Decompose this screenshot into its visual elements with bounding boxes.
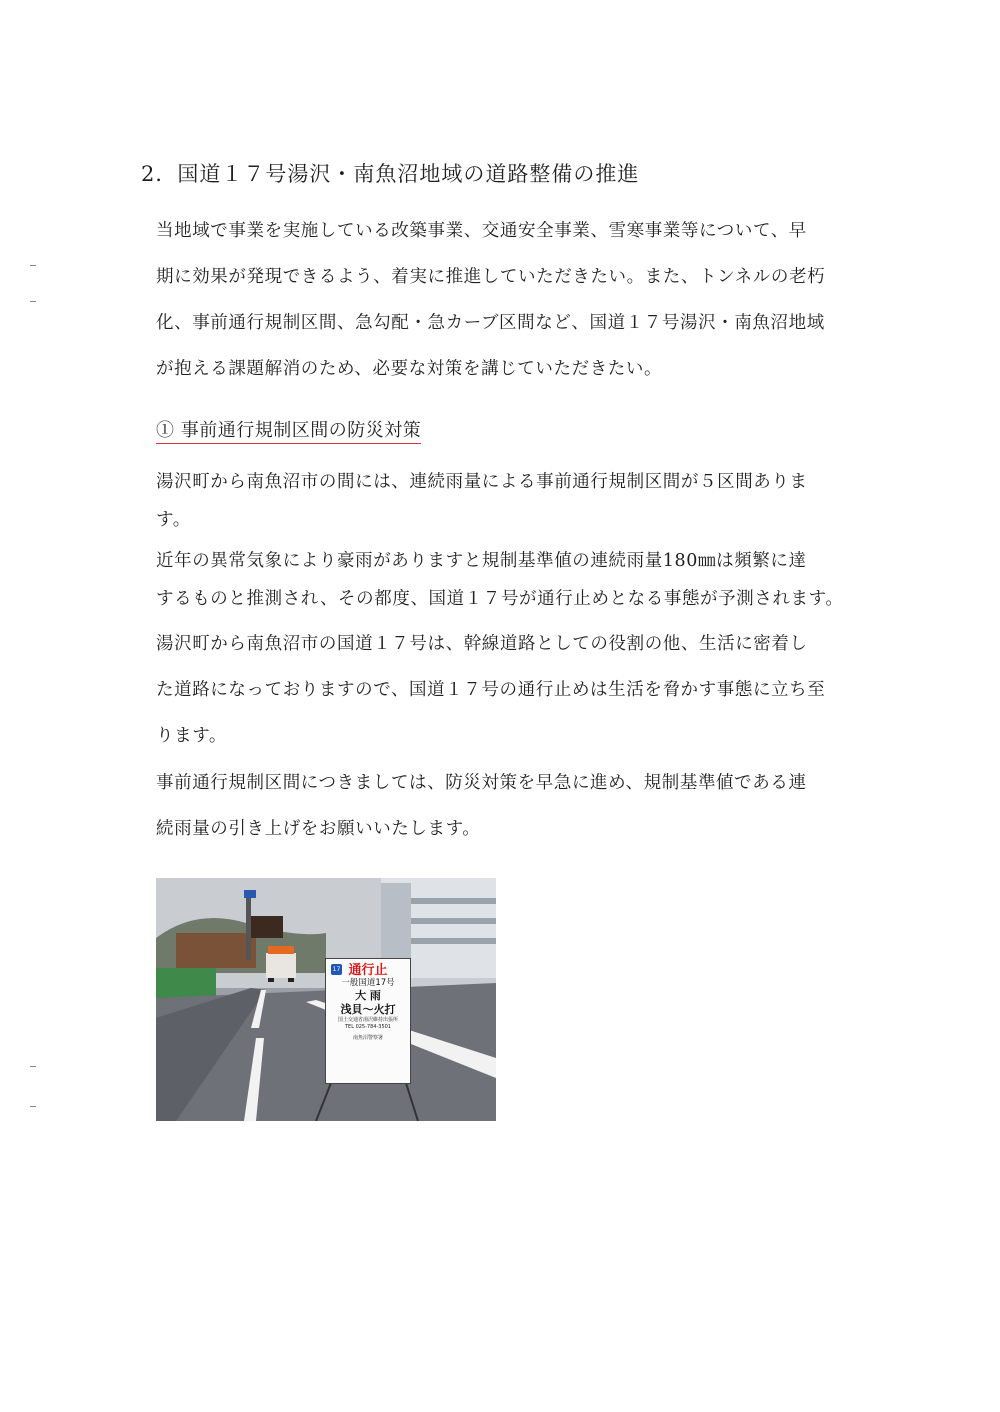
body-paragraph-4 bbox=[156, 760, 872, 852]
sign-reason: 大 雨 bbox=[355, 989, 381, 1002]
scan-artifact bbox=[30, 265, 36, 266]
sign-heading: 通行止 bbox=[348, 963, 388, 978]
road-closure-sign bbox=[325, 958, 411, 1084]
text-line: 事前通行規制区間につきましては、防災対策を早急に進め、規制基準値である連 bbox=[156, 773, 807, 793]
sign-route: 一般国道17号 bbox=[341, 978, 395, 988]
road-closure-photo bbox=[156, 878, 496, 1121]
text-line: するものと推測され、その都度、国道１７号が通行止めとなる事態が予測されます。 bbox=[156, 589, 844, 609]
text-line: ります。 bbox=[156, 726, 227, 746]
body-paragraph-3 bbox=[156, 621, 872, 759]
text-line: す。 bbox=[156, 510, 191, 530]
route-badge-icon: 17 bbox=[332, 966, 341, 973]
intro-paragraph bbox=[156, 208, 872, 392]
roadside-sign bbox=[251, 916, 283, 938]
text-line: た道路になっておりますので、国道１７号の通行止めは生活を脅かす事態に立ち至 bbox=[156, 680, 826, 700]
subsection-number: ① bbox=[156, 420, 175, 441]
text-line: 当地域で事業を実施している改築事業、交通安全事業、雪寒事業等について、早 bbox=[156, 221, 807, 241]
sign-office: 国土交通省湯沢維持出張所 bbox=[337, 1017, 398, 1023]
text-line: 湯沢町から南魚沼市の間には、連続雨量による事前通行規制区間が５区間ありま bbox=[156, 472, 808, 492]
text-line: 湯沢町から南魚沼市の国道１７号は、幹線道路としての役割の他、生活に密着し bbox=[156, 634, 808, 654]
body-paragraph-2 bbox=[156, 542, 872, 618]
scan-artifact bbox=[30, 301, 36, 302]
scan-artifact bbox=[30, 1066, 36, 1067]
text-line: 化、事前通行規制区間、急勾配・急カーブ区間など、国道１７号湯沢・南魚沼地域 bbox=[156, 313, 825, 333]
text-line: 近年の異常気象により豪雨がありますと規制基準値の連続雨量180㎜は頻繁に達 bbox=[156, 551, 807, 571]
text-line: が抱える課題解消のため、必要な対策を講じていただきたい。 bbox=[156, 359, 663, 379]
text-line: 続雨量の引き上げをお願いいたします。 bbox=[156, 819, 481, 839]
truck bbox=[266, 953, 296, 978]
sign-police: 南魚沼警察署 bbox=[352, 1035, 383, 1041]
sign-section: 浅貝～火打 bbox=[340, 1003, 396, 1016]
sign-tel: TEL 025-784-3501 bbox=[344, 1024, 391, 1030]
roadside-shop bbox=[176, 933, 256, 968]
subsection-title: 事前通行規制区間の防災対策 bbox=[180, 420, 422, 441]
pole bbox=[246, 890, 251, 960]
text-line: 期に効果が発現できるよう、着実に推進していただきたい。また、トンネルの老朽 bbox=[156, 267, 826, 287]
scan-artifact bbox=[30, 1106, 36, 1107]
section-title: 2．国道１７号湯沢・南魚沼地域の道路整備の推進 bbox=[141, 162, 640, 186]
tower bbox=[381, 883, 411, 963]
subsection-heading bbox=[156, 416, 421, 442]
body-paragraph-1 bbox=[156, 463, 872, 539]
